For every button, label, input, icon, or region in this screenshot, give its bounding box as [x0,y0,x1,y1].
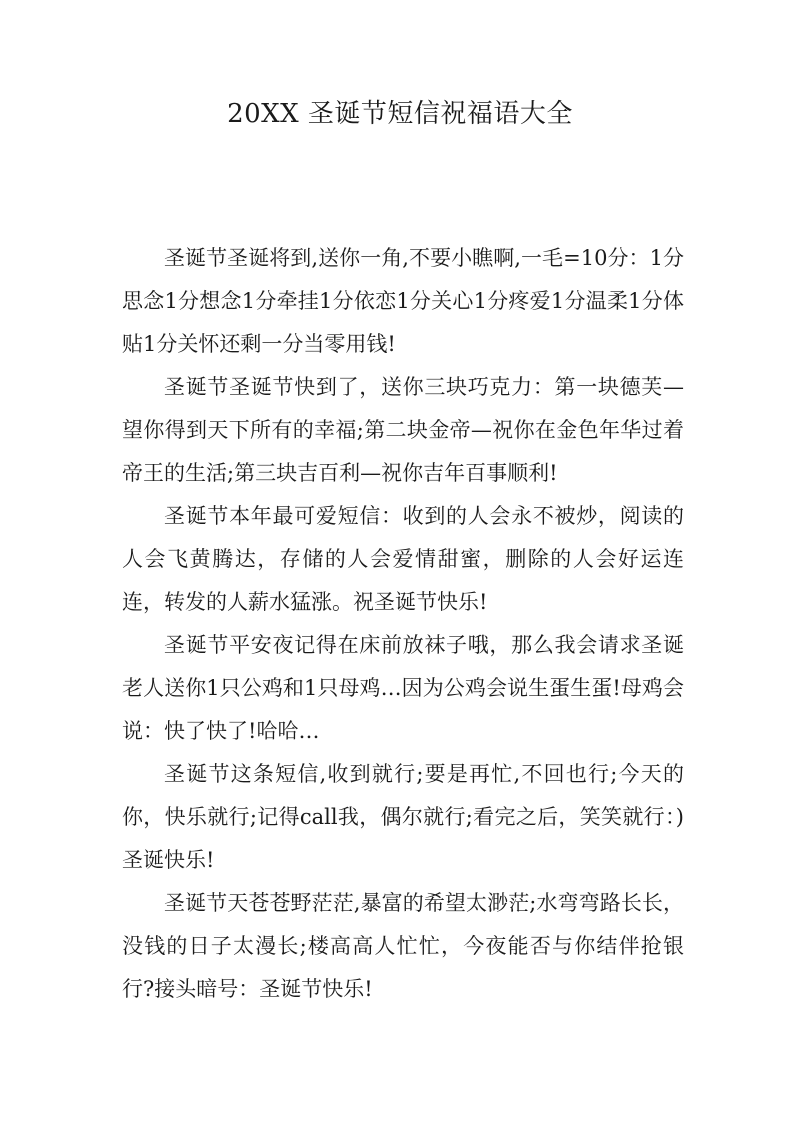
paragraph-3: 圣诞节本年最可爱短信：收到的人会永不被炒，阅读的人会飞黄腾达，存储的人会爱情甜蜜，删除的人会好运连连，转发的人薪水猛涨。祝圣诞节快乐! [122,504,684,614]
page-title: 20XX 圣诞节短信祝福语大全 [227,99,573,129]
paragraph-6: 圣诞节天苍苍野茫茫,暴富的希望太渺茫;水弯弯路长长，没钱的日子太漫长;楼高高人忙忙，今夜能否与你结伴抢银行?接头暗号：圣诞节快乐! [122,891,684,1001]
paragraph-1: 圣诞节圣诞将到,送你一角,不要小瞧啊,一毛=10分：1分思念1分想念1分牵挂1分依恋1分关心1分疼爱1分温柔1分体贴1分关怀还剩一分当零用钱! [122,246,684,356]
paragraph-4: 圣诞节平安夜记得在床前放袜子哦，那么我会请求圣诞老人送你1只公鸡和1只母鸡…因为公鸡会说生蛋生蛋!母鸡会说：快了快了!哈哈… [122,633,684,743]
paragraph-5: 圣诞节这条短信,收到就行;要是再忙,不回也行;今天的你，快乐就行;记得call我，偶尔就行;看完之后，笑笑就行：)圣诞快乐! [122,762,684,872]
document-body [122,237,684,1011]
paragraph-2: 圣诞节圣诞节快到了，送你三块巧克力：第一块德芙—望你得到天下所有的幸福;第二块金帝—祝你在金色年华过着帝王的生活;第三块吉百利—祝你吉年百事顺利! [122,375,684,485]
